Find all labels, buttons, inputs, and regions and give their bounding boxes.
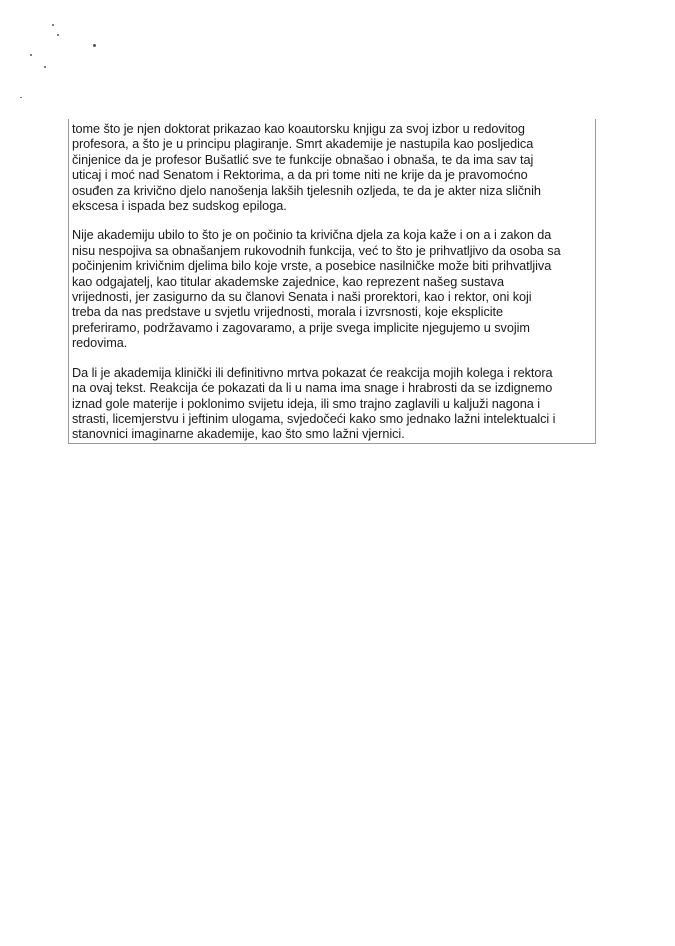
paragraph-3: [72, 366, 587, 443]
text-line: preferiramo, podržavamo i zagovaramo, a prije svega implicite njegujemo u svojim: [72, 320, 530, 335]
text-line: Nije akademiju ubilo to što je on počinio ta krivična djela za koja kaže i on a i zakon da: [72, 228, 552, 243]
text-line: kao odgajatelj, kao titular akademske zajednice, kao reprezent našeg sustava: [72, 274, 505, 289]
text-line: uticaj i moć nad Senatom i Rektorima, a da pri tome niti ne krije da je pravomoćno: [72, 168, 528, 183]
text-line: stanovnici imaginarne akademije, kao što smo lažni vjernici.: [72, 427, 405, 442]
text-line: ekscesa i ispada bez sudskog epiloga.: [72, 199, 287, 214]
text-line: iznad gole materije i poklonimo svijetu ideja, ili smo trajno zaglavili u kaljuži nagona i: [72, 396, 540, 411]
text-line: činjenice da je profesor Bušatlić sve te funkcije obnašao i obnaša, te da ima sav taj: [72, 152, 534, 167]
scan-speck: [30, 54, 32, 56]
scan-speck: [44, 66, 46, 68]
paragraph-1: [72, 122, 587, 214]
text-line: strasti, licemjerstvu i jeftinim ulogama, svjedočeći kako smo jednako lažni intelektualci i: [72, 411, 556, 426]
text-line: nisu nespojiva sa obnašanjem rukovodnih funkcija, već to što je prihvatljivo da osoba sa: [72, 243, 561, 258]
document-text-box: [68, 119, 596, 444]
scan-speck: [52, 24, 54, 26]
text-line: profesora, a što je u principu plagiranje. Smrt akademije je nastupila kao posljedica: [72, 137, 534, 152]
text-line: vrijednosti, jer zasigurno da su članovi Senata i naši prorektori, kao i rektor, oni koji: [72, 290, 532, 305]
scan-speck: [57, 34, 59, 36]
text-line: tome što je njen doktorat prikazao kao koautorsku knjigu za svoj izbor u redovitog: [72, 122, 525, 136]
scan-speck: [93, 44, 96, 47]
text-line: Da li je akademija klinički ili definitivno mrtva pokazat će reakcija mojih kolega i rektora: [72, 365, 553, 380]
paragraph-2: [72, 228, 587, 351]
text-line: redovima.: [72, 336, 128, 351]
scan-speck: [20, 97, 22, 98]
text-line: osuđen za krivično djelo nanošenja lakših tjelesnih ozljeda, te da je akter niza sličnih: [72, 183, 541, 198]
text-line: treba da nas predstave u svjetlu vrijednosti, morala i izvrsnosti, koje eksplicite: [72, 305, 503, 320]
text-line: počinjenim krivičnim djelima bilo koje vrste, a posebice nasilničke može biti prihvatljiva: [72, 259, 552, 274]
text-line: na ovaj tekst. Reakcija će pokazati da li u nama ima snage i hrabrosti da se izdignemo: [72, 381, 553, 396]
